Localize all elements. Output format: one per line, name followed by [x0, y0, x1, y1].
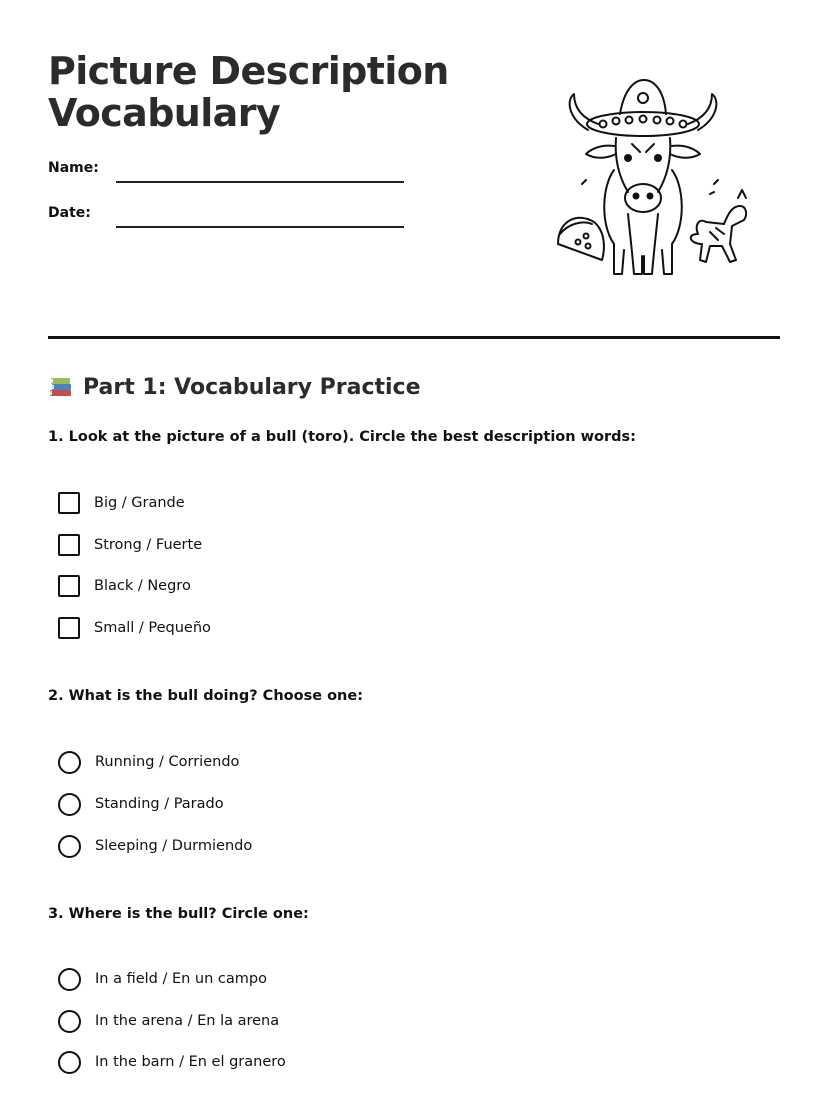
option-label: In the arena / En la arena — [95, 1013, 280, 1029]
option-label: Small / Pequeño — [94, 620, 211, 636]
option-q1-small[interactable] — [58, 616, 211, 640]
option-label: In the barn / En el granero — [95, 1054, 286, 1070]
name-label: Name: — [48, 160, 99, 176]
title-line-1: Picture Description — [48, 49, 449, 93]
checkbox[interactable] — [58, 575, 80, 597]
option-label: In a field / En un campo — [95, 971, 267, 987]
section-divider — [48, 336, 780, 339]
radio-button[interactable] — [58, 751, 81, 774]
radio-button[interactable] — [58, 793, 81, 816]
option-q2-sleeping[interactable] — [58, 834, 252, 858]
part-1-heading-text: Part 1: Vocabulary Practice — [83, 374, 421, 400]
radio-button[interactable] — [58, 835, 81, 858]
question-2: 2. What is the bull doing? Choose one: — [48, 688, 363, 704]
question-3: 3. Where is the bull? Circle one: — [48, 906, 309, 922]
date-field[interactable] — [116, 226, 404, 228]
radio-button[interactable] — [58, 1010, 81, 1033]
checkbox[interactable] — [58, 617, 80, 639]
option-q3-barn[interactable] — [58, 1050, 286, 1074]
date-label: Date: — [48, 205, 91, 221]
checkbox[interactable] — [58, 492, 80, 514]
option-label: Strong / Fuerte — [94, 537, 203, 553]
name-field[interactable] — [116, 181, 404, 183]
option-q3-field[interactable] — [58, 967, 267, 991]
part-1-heading — [48, 374, 421, 400]
radio-button[interactable] — [58, 1051, 81, 1074]
option-q3-arena[interactable] — [58, 1009, 279, 1033]
option-q2-standing[interactable] — [58, 792, 224, 816]
bull-with-sombrero-icon — [548, 74, 758, 284]
checkbox[interactable] — [58, 534, 80, 556]
option-q2-running[interactable] — [58, 750, 239, 774]
option-q1-big[interactable] — [58, 491, 185, 515]
option-label: Standing / Parado — [95, 796, 224, 812]
option-q1-black[interactable] — [58, 574, 191, 598]
option-q1-strong[interactable] — [58, 533, 202, 557]
books-icon — [48, 374, 74, 400]
radio-button[interactable] — [58, 968, 81, 991]
option-label: Running / Corriendo — [95, 754, 240, 770]
option-label: Black / Negro — [94, 578, 191, 594]
option-label: Sleeping / Durmiendo — [95, 838, 253, 854]
option-label: Big / Grande — [94, 495, 185, 511]
title-line-2: Vocabulary — [48, 91, 281, 135]
question-1: 1. Look at the picture of a bull (toro). Circle the best description words: — [48, 429, 636, 445]
page-title — [48, 50, 468, 134]
